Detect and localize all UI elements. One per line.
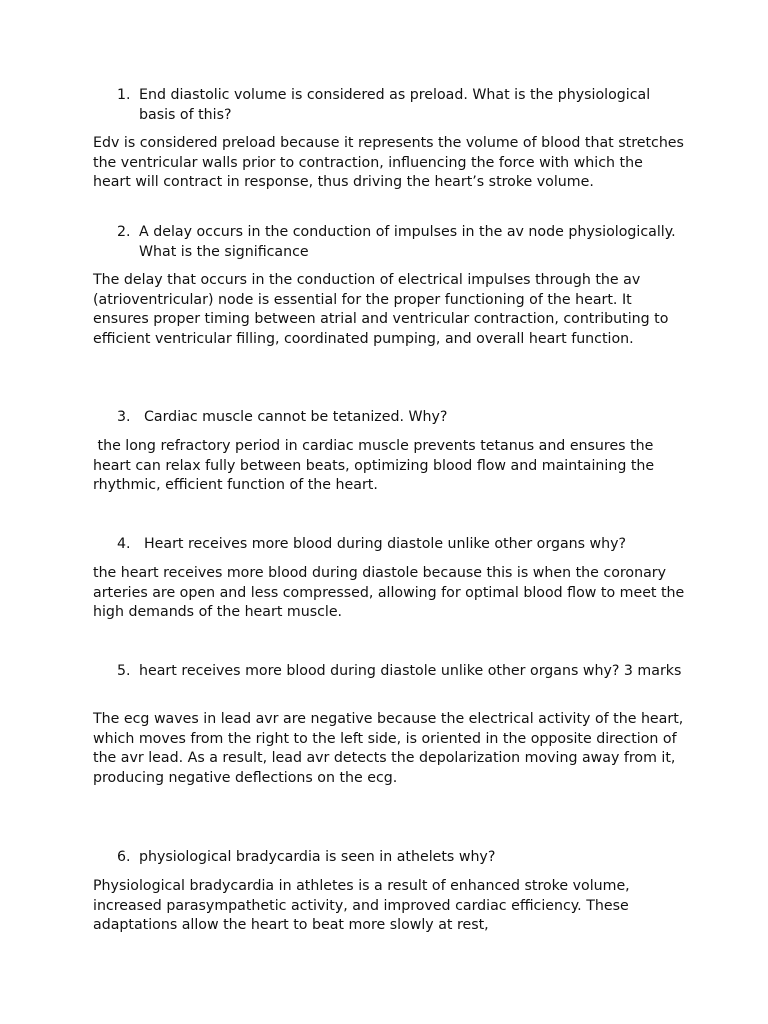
answer-1: Edv is considered preload because it represents the volume of blood that stretches the ventricular walls prior to contraction, influencing the force with which the heart will contract in response, thus driving the heart’s stroke volume. — [93, 135, 684, 191]
question-number: 6. — [117, 849, 131, 865]
question-6 — [117, 848, 687, 868]
answer-4: the heart receives more blood during diastole because this is when the coronary arteries are open and less compressed, allowing for optimal blood flow to meet the high demands of the heart muscle. — [93, 565, 685, 621]
question-text: physiological bradycardia is seen in athelets why? — [139, 849, 496, 865]
question-text: End diastolic volume is considered as preload. What is the physiological basis of this? — [139, 87, 651, 123]
answer-5: The ecg waves in lead avr are negative because the electrical activity of the heart, which moves from the right to the left side, is oriented in the opposite direction of the avr lead. As a result, lead avr detects the depolarization moving away from it, producing negative deflections on the ecg. — [93, 711, 684, 786]
question-2 — [117, 223, 687, 262]
answer-2: The delay that occurs in the conduction of electrical impulses through the av (atrioventricular) node is essential for the proper functioning of the heart. It ensures proper timing between atrial and ventricular contraction, contributing to efficient ventricular filling, coordinated pumping, and overall heart function. — [93, 272, 669, 347]
question-number: 4. — [117, 536, 131, 552]
question-number: 3. — [117, 409, 131, 425]
question-3 — [117, 408, 687, 428]
question-number: 1. — [117, 87, 131, 103]
answer-6: Physiological bradycardia in athletes is a result of enhanced stroke volume, increased parasympathetic activity, and improved cardiac efficiency. These adaptations allow the heart to beat more slowly at rest, — [93, 878, 630, 934]
question-4 — [117, 535, 687, 555]
question-text: Cardiac muscle cannot be tetanized. Why? — [144, 409, 448, 425]
question-text: A delay occurs in the conduction of impulses in the av node physiologically. What is the significance — [139, 224, 676, 260]
answer-3: the long refractory period in cardiac muscle prevents tetanus and ensures the heart can relax fully between beats, optimizing blood flow and maintaining the rhythmic, efficient function of the heart. — [93, 438, 659, 494]
question-number: 5. — [117, 663, 131, 679]
question-number: 2. — [117, 224, 131, 240]
question-1 — [117, 86, 687, 125]
question-text: heart receives more blood during diastole unlike other organs why? 3 marks — [139, 663, 682, 679]
question-text: Heart receives more blood during diastole unlike other organs why? — [144, 536, 627, 552]
question-5 — [117, 662, 687, 682]
